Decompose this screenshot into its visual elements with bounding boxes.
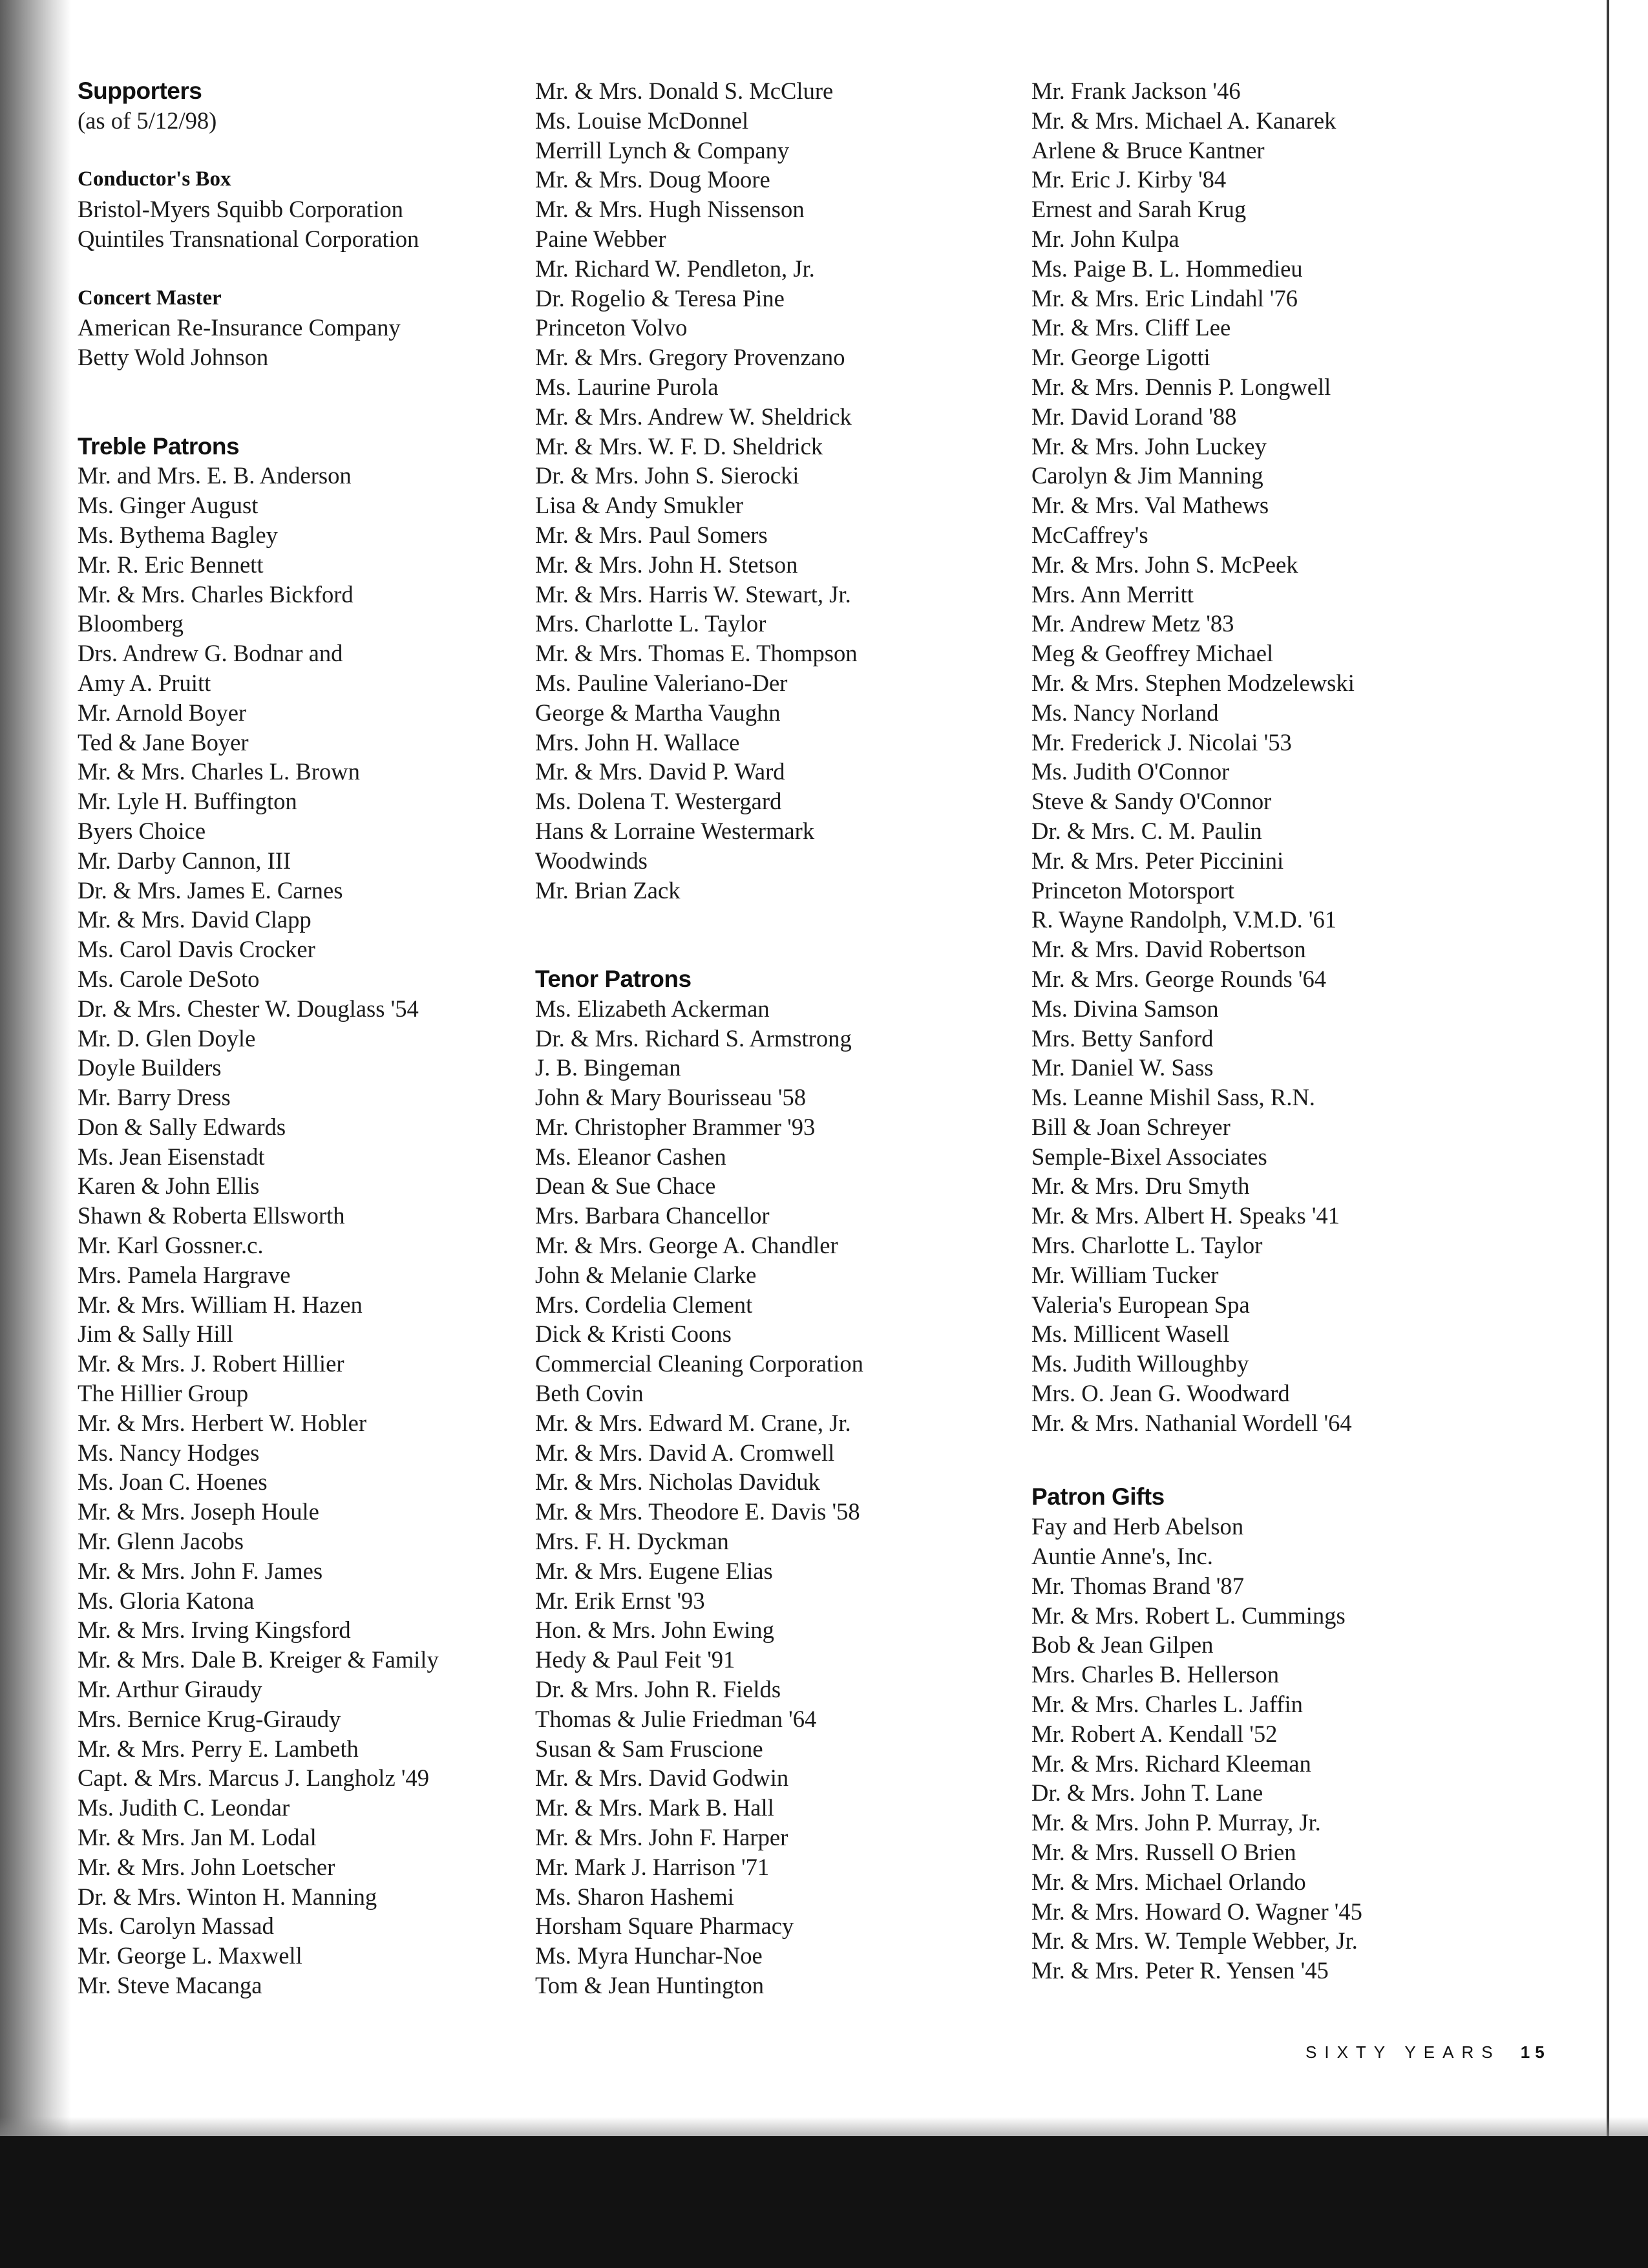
- list-item: Ms. Joan C. Hoenes: [78, 1468, 268, 1496]
- list-item: Hans & Lorraine Westermark: [535, 817, 815, 844]
- list-item: Mr. Barry Dress: [78, 1084, 231, 1111]
- list-item: Semple-Bixel Associates: [1031, 1143, 1267, 1170]
- list-item: Dr. & Mrs. Winton H. Manning: [78, 1883, 377, 1910]
- list-item: Mr. & Mrs. W. Temple Webber, Jr.: [1031, 1927, 1358, 1955]
- list-item: Fay and Herb Abelson: [1031, 1513, 1244, 1540]
- list-item: Jim & Sally Hill: [78, 1320, 233, 1348]
- list-item: Hedy & Paul Feit '91: [535, 1646, 735, 1673]
- list-item: Merrill Lynch & Company: [535, 136, 790, 164]
- list-item: J. B. Bingeman: [535, 1054, 681, 1081]
- list-item: Commercial Cleaning Corporation: [535, 1350, 863, 1377]
- list-item: Mr. & Mrs. Thomas E. Thompson: [535, 640, 858, 667]
- list-item: Mrs. Barbara Chancellor: [535, 1202, 770, 1229]
- list-item: Mr. & Mrs. Val Mathews: [1031, 492, 1269, 519]
- column-1: [78, 76, 556, 2000]
- patron-gifts-heading: Patron Gifts: [1031, 1483, 1165, 1510]
- page-bottom-fade: [0, 2117, 1648, 2136]
- list-item: Ms. Carole DeSoto: [78, 965, 260, 992]
- treble-patrons-list-1: [78, 461, 556, 2000]
- list-item: Dr. & Mrs. John S. Sierocki: [535, 462, 799, 489]
- list-item: Mrs. Charles B. Hellerson: [1031, 1661, 1279, 1688]
- list-item: Bristol-Myers Squibb Corporation: [78, 196, 403, 223]
- list-item: Mr. D. Glen Doyle: [78, 1024, 256, 1052]
- list-item: Ms. Paige B. L. Hommedieu: [1031, 255, 1303, 282]
- list-item: Ms. Leanne Mishil Sass, R.N.: [1031, 1084, 1315, 1111]
- list-item: Karen & John Ellis: [78, 1172, 260, 1200]
- list-item: Mr. R. Eric Bennett: [78, 551, 264, 578]
- list-item: Mr. & Mrs. J. Robert Hillier: [78, 1350, 344, 1377]
- list-item: John & Melanie Clarke: [535, 1261, 757, 1288]
- list-item: Ms. Millicent Wasell: [1031, 1320, 1230, 1348]
- list-item: Mr. & Mrs. Nathanial Wordell '64: [1031, 1409, 1352, 1436]
- list-item: Dr. & Mrs. C. M. Paulin: [1031, 817, 1262, 844]
- list-item: Quintiles Transnational Corporation: [78, 225, 419, 252]
- list-item: Beth Covin: [535, 1380, 644, 1407]
- list-item: Don & Sally Edwards: [78, 1113, 286, 1140]
- list-item: Mr. Frank Jackson '46: [1031, 78, 1241, 104]
- list-item: Dick & Kristi Coons: [535, 1320, 732, 1348]
- list-item: Mrs. O. Jean G. Woodward: [1031, 1380, 1290, 1407]
- list-item: Ms. Elizabeth Ackerman: [535, 995, 770, 1022]
- list-item: Mr. Frederick J. Nicolai '53: [1031, 728, 1292, 756]
- list-item: Mr. David Lorand '88: [1031, 403, 1237, 430]
- list-item: Ms. Judith C. Leondar: [78, 1794, 290, 1821]
- list-item: Mr. & Mrs. Cliff Lee: [1031, 314, 1231, 341]
- list-item: Ms. Bythema Bagley: [78, 521, 278, 548]
- list-item: Mr. & Mrs. Mark B. Hall: [535, 1794, 774, 1821]
- list-item: Mr. & Mrs. Donald S. McClure: [535, 78, 834, 104]
- concert-master-heading: Concert Master: [78, 286, 222, 310]
- list-item: Mr. & Mrs. Dale B. Kreiger & Family: [78, 1646, 439, 1673]
- list-item: Arlene & Bruce Kantner: [1031, 136, 1265, 164]
- list-item: Mr. & Mrs. Hugh Nissenson: [535, 196, 805, 223]
- list-item: Ms. Judith Willoughby: [1031, 1350, 1249, 1377]
- list-item: Mr. & Mrs. Dru Smyth: [1031, 1172, 1250, 1200]
- list-item: Drs. Andrew G. Bodnar and: [78, 640, 343, 667]
- list-item: Mr. John Kulpa: [1031, 225, 1179, 252]
- conductors-box-heading: Conductor's Box: [78, 167, 231, 191]
- list-item: Ted & Jane Boyer: [78, 728, 249, 756]
- list-item: Dr. & Mrs. Chester W. Douglass '54: [78, 995, 419, 1022]
- list-item: Mr. & Mrs. Dennis P. Longwell: [1031, 373, 1331, 400]
- list-item: Mr. & Mrs. Russell O Brien: [1031, 1838, 1296, 1865]
- list-item: Mr. & Mrs. Nicholas Daviduk: [535, 1468, 820, 1496]
- list-item: Lisa & Andy Smukler: [535, 492, 744, 519]
- list-item: Mrs. Betty Sanford: [1031, 1024, 1214, 1052]
- list-item: Mr. Arnold Boyer: [78, 699, 247, 726]
- list-item: Bloomberg: [78, 610, 184, 637]
- supporters-heading: Supporters: [78, 78, 202, 104]
- list-item: Mr. & Mrs. W. F. D. Sheldrick: [535, 432, 823, 460]
- list-item: Princeton Motorsport: [1031, 876, 1234, 904]
- list-item: Mr. & Mrs. John H. Stetson: [535, 551, 798, 578]
- list-item: Mr. George L. Maxwell: [78, 1942, 302, 1969]
- list-item: Mr. & Mrs. Irving Kingsford: [78, 1616, 351, 1644]
- list-item: Mr. & Mrs. Jan M. Lodal: [78, 1824, 317, 1851]
- list-item: Ms. Ginger August: [78, 492, 259, 519]
- list-item: Dr. & Mrs. John T. Lane: [1031, 1779, 1263, 1807]
- list-item: Mr. & Mrs. Peter Piccinini: [1031, 847, 1284, 874]
- list-item: Ms. Judith O'Connor: [1031, 758, 1230, 785]
- running-title: SIXTY YEARS: [1305, 2042, 1501, 2062]
- list-item: Tom & Jean Huntington: [535, 1972, 765, 1998]
- list-item: Ms. Jean Eisenstadt: [78, 1143, 265, 1170]
- list-item: Mr. Erik Ernst '93: [535, 1587, 705, 1614]
- list-item: Mr. & Mrs. Charles L. Jaffin: [1031, 1690, 1303, 1717]
- list-item: Mr. & Mrs. John F. James: [78, 1557, 323, 1584]
- list-item: Mr. Lyle H. Buffington: [78, 788, 297, 815]
- list-item: Bill & Joan Schreyer: [1031, 1113, 1231, 1140]
- list-item: Mr. & Mrs. Joseph Houle: [78, 1498, 319, 1525]
- list-item: Mr. & Mrs. Howard O. Wagner '45: [1031, 1898, 1362, 1925]
- list-item: Mr. Glenn Jacobs: [78, 1528, 244, 1555]
- list-item: Mr. Andrew Metz '83: [1031, 610, 1234, 637]
- list-item: R. Wayne Randolph, V.M.D. '61: [1031, 906, 1337, 933]
- list-item: Mrs. Bernice Krug-Giraudy: [78, 1705, 341, 1732]
- list-item: Mr. & Mrs. Harris W. Stewart, Jr.: [535, 580, 851, 608]
- list-item: Mr. Eric J. Kirby '84: [1031, 166, 1227, 193]
- list-item: Princeton Volvo: [535, 314, 688, 341]
- list-item: Mr. & Mrs. Charles L. Brown: [78, 758, 360, 785]
- list-item: Valeria's European Spa: [1031, 1291, 1250, 1318]
- list-item: Mr. & Mrs. John F. Harper: [535, 1824, 788, 1851]
- list-item: Ms. Myra Hunchar-Noe: [535, 1942, 763, 1969]
- list-item: Mr. Richard W. Pendleton, Jr.: [535, 255, 815, 282]
- list-item: George & Martha Vaughn: [535, 699, 781, 726]
- list-item: Mr. William Tucker: [1031, 1261, 1219, 1288]
- list-item: Mr. & Mrs. George A. Chandler: [535, 1232, 838, 1259]
- list-item: Mr. & Mrs. Charles Bickford: [78, 580, 354, 608]
- page-footer: [1305, 2042, 1550, 2062]
- list-item: Mr. Daniel W. Sass: [1031, 1054, 1214, 1081]
- list-item: Shawn & Roberta Ellsworth: [78, 1202, 345, 1229]
- list-item: Ms. Louise McDonnel: [535, 107, 749, 134]
- list-item: Ms. Pauline Valeriano-Der: [535, 669, 788, 696]
- list-item: Mrs. Cordelia Clement: [535, 1291, 753, 1318]
- list-item: Mr. Arthur Giraudy: [78, 1676, 262, 1703]
- list-item: Betty Wold Johnson: [78, 344, 269, 371]
- list-item: Mr. & Mrs. David A. Cromwell: [535, 1439, 835, 1466]
- list-item: Mr. & Mrs. Herbert W. Hobler: [78, 1409, 367, 1436]
- list-item: Mr. & Mrs. Eric Lindahl '76: [1031, 284, 1298, 312]
- list-item: Paine Webber: [535, 225, 666, 252]
- list-item: Ms. Laurine Purola: [535, 373, 719, 400]
- list-item: Ernest and Sarah Krug: [1031, 196, 1247, 223]
- list-item: Mr. & Mrs. Peter R. Yensen '45: [1031, 1957, 1329, 1984]
- patron-gifts-list: [1031, 1512, 1600, 1986]
- list-item: Auntie Anne's, Inc.: [1031, 1542, 1213, 1569]
- list-item: Dr. & Mrs. Richard S. Armstrong: [535, 1024, 852, 1052]
- list-item: American Re-Insurance Company: [78, 314, 401, 341]
- list-item: Mr. and Mrs. E. B. Anderson: [78, 462, 352, 489]
- list-item: Dr. & Mrs. James E. Carnes: [78, 876, 343, 904]
- list-item: Mr. & Mrs. Theodore E. Davis '58: [535, 1498, 860, 1525]
- list-item: Ms. Eleanor Cashen: [535, 1143, 726, 1170]
- list-item: Mrs. Charlotte L. Taylor: [1031, 1232, 1263, 1259]
- list-item: Ms. Gloria Katona: [78, 1587, 255, 1614]
- column-2: [535, 76, 1013, 2000]
- list-item: Capt. & Mrs. Marcus J. Langholz '49: [78, 1765, 430, 1792]
- treble-patrons-heading: Treble Patrons: [78, 432, 240, 460]
- list-item: Mr. Thomas Brand '87: [1031, 1572, 1245, 1599]
- list-item: Mr. & Mrs. John Loetscher: [78, 1853, 335, 1880]
- list-item: Mr. & Mrs. Perry E. Lambeth: [78, 1735, 359, 1762]
- list-item: Bob & Jean Gilpen: [1031, 1631, 1214, 1659]
- list-item: Woodwinds: [535, 847, 648, 874]
- column-3: [1031, 76, 1600, 1986]
- list-item: Susan & Sam Fruscione: [535, 1735, 763, 1762]
- list-item: Byers Choice: [78, 817, 206, 844]
- list-item: Dr. Rogelio & Teresa Pine: [535, 284, 785, 312]
- page-number: 15: [1520, 2042, 1550, 2062]
- list-item: Mr. Darby Cannon, III: [78, 847, 291, 874]
- list-item: Ms. Dolena T. Westergard: [535, 788, 782, 815]
- list-item: The Hillier Group: [78, 1380, 249, 1407]
- list-item: Mr. & Mrs. Robert L. Cummings: [1031, 1602, 1346, 1629]
- list-item: Thomas & Julie Friedman '64: [535, 1705, 817, 1732]
- list-item: Mr. & Mrs. William H. Hazen: [78, 1291, 363, 1318]
- list-item: Mrs. John H. Wallace: [535, 728, 740, 756]
- list-item: Dean & Sue Chace: [535, 1172, 716, 1200]
- list-item: Meg & Geoffrey Michael: [1031, 640, 1274, 667]
- list-item: Mrs. Pamela Hargrave: [78, 1261, 291, 1288]
- list-item: Mr. & Mrs. David P. Ward: [535, 758, 785, 785]
- treble-patrons-list-2: [535, 76, 1013, 905]
- list-item: Mr. & Mrs. Gregory Provenzano: [535, 344, 845, 371]
- list-item: Mr. Karl Gossner.c.: [78, 1232, 264, 1259]
- list-item: Dr. & Mrs. John R. Fields: [535, 1676, 781, 1703]
- list-item: Hon. & Mrs. John Ewing: [535, 1616, 774, 1644]
- tenor-patrons-heading: Tenor Patrons: [535, 965, 692, 992]
- list-item: McCaffrey's: [1031, 521, 1148, 548]
- list-item: Mr. & Mrs. Eugene Elias: [535, 1557, 773, 1584]
- list-item: Mr. Mark J. Harrison '71: [535, 1853, 770, 1880]
- tenor-patrons-list-1: [535, 994, 1013, 2000]
- list-item: Mr. & Mrs. Michael A. Kanarek: [1031, 107, 1336, 134]
- list-item: Mr. & Mrs. Richard Kleeman: [1031, 1750, 1311, 1777]
- list-item: Ms. Carol Davis Crocker: [78, 936, 315, 963]
- list-item: Mr. & Mrs. Doug Moore: [535, 166, 770, 193]
- list-item: Mr. George Ligotti: [1031, 344, 1210, 371]
- page-edge: [1607, 0, 1609, 2152]
- list-item: Ms. Divina Samson: [1031, 995, 1219, 1022]
- list-item: Mr. & Mrs. David Godwin: [535, 1765, 789, 1792]
- tenor-patrons-list-2: [1031, 76, 1600, 1438]
- list-item: Carolyn & Jim Manning: [1031, 462, 1263, 489]
- list-item: Mrs. F. H. Dyckman: [535, 1528, 729, 1555]
- list-item: Mr. & Mrs. Stephen Modzelewski: [1031, 669, 1355, 696]
- list-item: Mr. & Mrs. Edward M. Crane, Jr.: [535, 1409, 851, 1436]
- list-item: Mr. & Mrs. John S. McPeek: [1031, 551, 1298, 578]
- scanner-background: [0, 2136, 1648, 2268]
- list-item: Mrs. Charlotte L. Taylor: [535, 610, 766, 637]
- list-item: Mr. & Mrs. John P. Murray, Jr.: [1031, 1809, 1321, 1836]
- list-item: Mr. & Mrs. David Clapp: [78, 906, 312, 933]
- supporters-date: (as of 5/12/98): [78, 107, 217, 134]
- list-item: Horsham Square Pharmacy: [535, 1913, 794, 1940]
- binding-shadow: [0, 0, 71, 2268]
- list-item: Ms. Sharon Hashemi: [535, 1883, 734, 1910]
- list-item: Mr. & Mrs. Michael Orlando: [1031, 1868, 1306, 1895]
- list-item: John & Mary Bourisseau '58: [535, 1084, 807, 1111]
- list-item: Mr. Steve Macanga: [78, 1972, 262, 1998]
- list-item: Amy A. Pruitt: [78, 669, 211, 696]
- list-item: Mr. Robert A. Kendall '52: [1031, 1720, 1278, 1747]
- list-item: Ms. Carolyn Massad: [78, 1913, 274, 1940]
- list-item: Mr. & Mrs. David Robertson: [1031, 936, 1306, 963]
- list-item: Ms. Nancy Norland: [1031, 699, 1219, 726]
- list-item: Mr. & Mrs. John Luckey: [1031, 432, 1267, 460]
- list-item: Mr. & Mrs. Paul Somers: [535, 521, 768, 548]
- list-item: Mr. & Mrs. George Rounds '64: [1031, 965, 1327, 992]
- list-item: Ms. Nancy Hodges: [78, 1439, 260, 1466]
- list-item: Mr. & Mrs. Andrew W. Sheldrick: [535, 403, 852, 430]
- list-item: Mr. Brian Zack: [535, 876, 681, 904]
- list-item: Mr. Christopher Brammer '93: [535, 1113, 816, 1140]
- list-item: Mr. & Mrs. Albert H. Speaks '41: [1031, 1202, 1340, 1229]
- list-item: Mrs. Ann Merritt: [1031, 580, 1194, 608]
- list-item: Steve & Sandy O'Connor: [1031, 788, 1272, 815]
- list-item: Doyle Builders: [78, 1054, 222, 1081]
